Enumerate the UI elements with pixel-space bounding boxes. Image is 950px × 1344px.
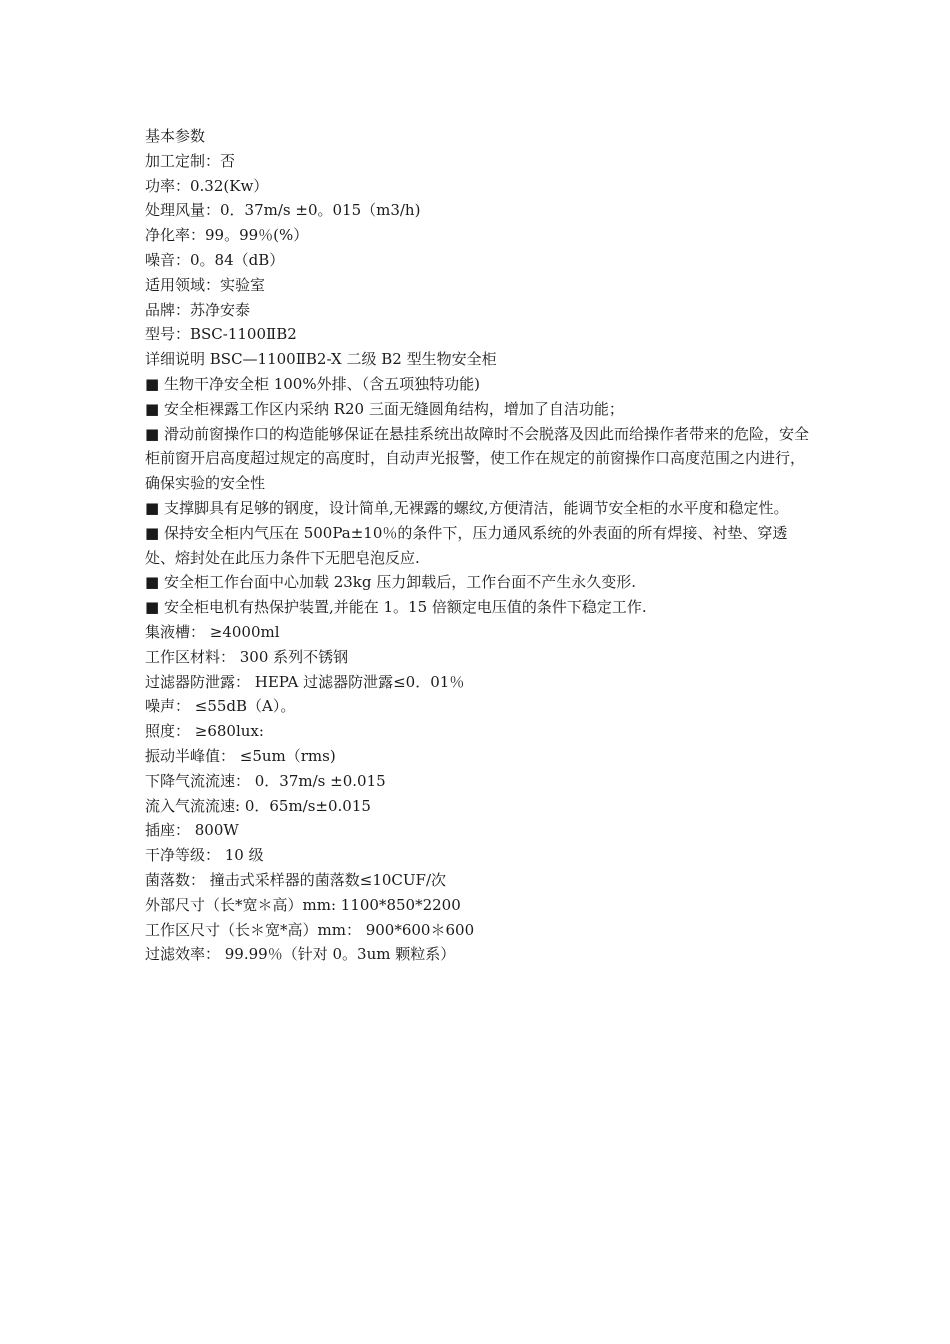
section-heading: 基本参数: [145, 127, 206, 145]
feature-bullet: ■ 生物干净安全柜 100%外排、（含五项独特功能): [145, 374, 480, 393]
spec-material: 工作区材料： 300 系列不锈钢: [145, 647, 349, 666]
param-application: 适用领域：实验室: [145, 275, 266, 294]
feature-bullet: ■ 安全柜电机有热保护装置,并能在 1。15 倍额定电压值的条件下稳定工作.: [145, 598, 647, 617]
spec-downflow: 下降气流流速： 0．37m/s ±0.015: [145, 771, 386, 790]
spec-noise: 噪声： ≤55dB（A）。: [145, 697, 296, 716]
spec-liquid-tank: 集液槽： ≥4000ml: [145, 622, 280, 641]
feature-bullet: ■ 支撑脚具有足够的钢度，设计简单,无裸露的螺纹,方便清洁，能调节安全柜的水平度和稳定性。: [145, 498, 789, 517]
feature-bullet: ■ 安全柜裸露工作区内采纳 R20 三面无缝圆角结构，增加了自洁功能；: [145, 399, 624, 418]
feature-bullet: ■ 安全柜工作台面中心加载 23kg 压力卸载后，工作台面不产生永久变形.: [145, 573, 637, 592]
spec-colony-count: 菌落数： 撞击式采样器的菌落数≤10CUF/次: [145, 870, 447, 889]
param-power: 功率：0.32(Kw）: [145, 176, 269, 195]
param-customization: 加工定制：否: [145, 151, 236, 170]
detail-description: 详细说明 BSC—1100ⅡB2-X 二级 B2 型生物安全柜: [145, 350, 497, 369]
spec-inflow: 流入气流流速: 0．65m/s±0.015: [145, 796, 371, 815]
param-brand: 品牌：苏净安泰: [145, 300, 251, 319]
feature-bullet: ■ 滑动前窗操作口的构造能够保证在悬挂系统出故障时不会脱落及因此而给操作者带来的危险，安全柜前窗开启高度超过规定的高度时，自动声光报警，使工作在规定的前窗操作口高度范围之内进行，确保实验的安全性: [145, 424, 809, 493]
spec-filter-efficiency: 过滤效率： 99.99％（针对 0。3um 颗粒系）: [145, 945, 456, 964]
spec-filter-leak: 过滤器防泄露： HEPA 过滤器防泄露≤0．01％: [145, 672, 465, 691]
param-model: 型号：BSC-1100ⅡB2: [145, 325, 297, 344]
param-noise: 噪音：0。84（dB）: [145, 250, 285, 269]
spec-cleanliness: 干净等级： 10 级: [145, 846, 264, 865]
spec-illuminance: 照度： ≥680lux:: [145, 722, 264, 741]
spec-external-size: 外部尺寸（长*宽＊高）mm: 1100*850*2200: [145, 895, 461, 914]
spec-vibration: 振动半峰值： ≤5um（rms): [145, 746, 336, 765]
param-airflow: 处理风量：0．37m/s ±0。015（m3/h): [145, 201, 421, 220]
feature-bullet: ■ 保持安全柜内气压在 500Pa±10％的条件下，压力通风系统的外表面的所有焊接、衬垫、穿透处、熔封处在此压力条件下无肥皂泡反应.: [145, 523, 788, 567]
spec-workspace-size: 工作区尺寸（长＊宽*高）mm： 900*600＊600: [145, 920, 475, 939]
spec-socket: 插座： 800W: [145, 821, 239, 840]
document-body: [145, 124, 810, 967]
param-purification-rate: 净化率：99。99％(%）: [145, 226, 309, 245]
